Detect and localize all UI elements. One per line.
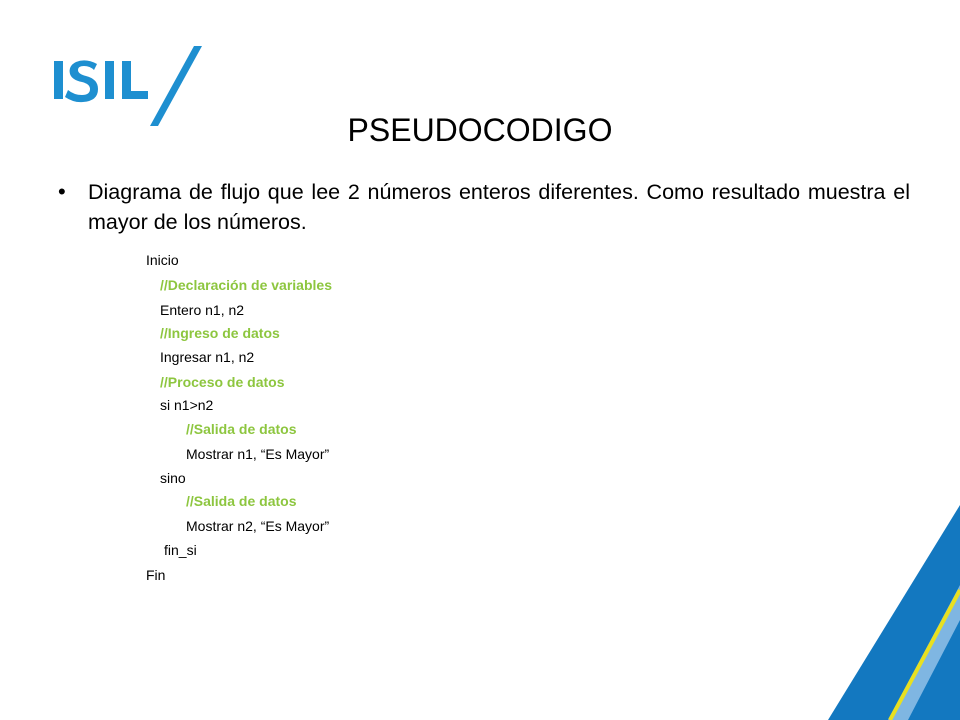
code-line: Inicio — [146, 252, 179, 268]
bullet-item — [58, 177, 910, 237]
code-line: Fin — [146, 567, 166, 583]
code-comment: //Ingreso de datos — [160, 325, 280, 341]
code-line: Entero n1, n2 — [160, 302, 245, 318]
code-line: sino — [160, 470, 186, 486]
code-line: Mostrar n2, “Es Mayor” — [186, 518, 330, 534]
code-comment: //Proceso de datos — [160, 374, 285, 390]
code-line: si n1>n2 — [160, 397, 214, 413]
page-title: PSEUDOCODIGO — [347, 112, 613, 148]
bullet-text: Diagrama de flujo que lee 2 números enteros diferentes. Como resultado muestra el mayor de los números. — [88, 180, 910, 234]
code-comment: //Salida de datos — [186, 493, 297, 509]
code-line: Ingresar n1, n2 — [160, 349, 255, 365]
corner-blue-shape — [828, 505, 960, 720]
code-comment: //Declaración de variables — [160, 277, 332, 293]
code-line: Mostrar n1, “Es Mayor” — [186, 446, 330, 462]
code-comment: //Salida de datos — [186, 421, 297, 437]
code-line: fin_si — [164, 542, 197, 558]
bullet-symbol: • — [58, 179, 66, 204]
corner-light-stripe — [888, 585, 960, 720]
corner-yellow-line — [890, 590, 960, 720]
